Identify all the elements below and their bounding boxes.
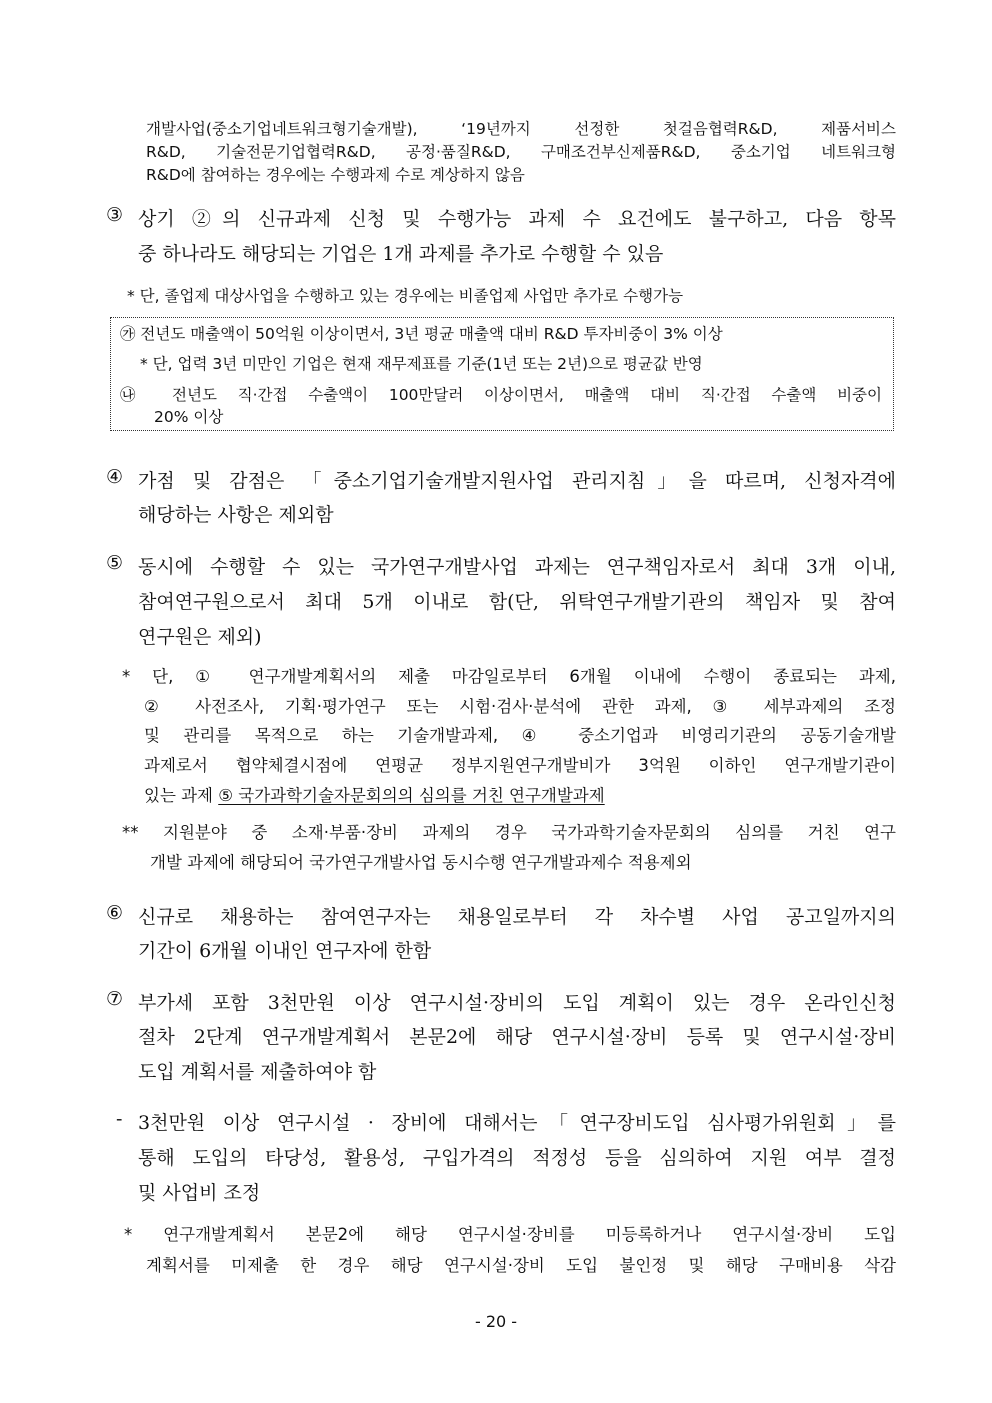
intro-line: 개발사업(중소기업네트워크형기술개발), ‘19년까지 선정한 첫걸음협력R&D, 제품서비스 xyxy=(146,120,896,138)
item-4-marker: ④ xyxy=(106,466,124,488)
item-3-note: * 단, 졸업제 대상사업을 수행하고 있는 경우에는 비졸업제 사업만 추가로 수행가능 xyxy=(127,287,684,305)
dash-note: 계획서를 미제출 한 경우 해당 연구시설·장비 도입 불인정 및 해당 구매비용 삭감 xyxy=(146,1256,896,1275)
item-5-note-prefix: 있는 과제 xyxy=(144,786,219,805)
item-5-line: 참여연구원으로서 최대 5개 이내로 함(단, 위탁연구개발기관의 책임자 및 참여 xyxy=(138,591,896,613)
item-7-line: 도입 계획서를 제출하여야 함 xyxy=(138,1061,377,1083)
item-5-line: 동시에 수행할 수 있는 국가연구개발사업 과제는 연구책임자로서 최대 3개 이내, xyxy=(138,556,896,578)
page-number: - 20 - xyxy=(474,1312,518,1331)
intro-line: R&D, 기술전문기업협력R&D, 공정·품질R&D, 구매조건부신제품R&D, 중소기업 네트워크형 xyxy=(146,143,896,161)
item-3-line: 상기 ②의 신규과제 신청 및 수행가능 과제 수 요건에도 불구하고, 다음 항목 xyxy=(138,208,896,230)
item-5-note-underlined: ⑤ 국가과학기술자문회의의 심의를 거친 연구개발과제 xyxy=(218,786,605,805)
item-5-note2: ** 지원분야 중 소재·부품·장비 과제의 경우 국가과학기술자문회의 심의를 거친 연구 xyxy=(122,823,896,842)
criteria-b: ㉯ 전년도 직·간접 수출액이 100만달러 이상이면서, 매출액 대비 직·간접 수출액 비중이 xyxy=(120,386,882,404)
criteria-a-note: * 단, 업력 3년 미만인 기업은 현재 재무제표를 기준(1년 또는 2년)으로 평균값 반영 xyxy=(140,355,703,373)
item-5-line: 연구원은 제외) xyxy=(138,626,262,648)
item-5-note2: 개발 과제에 해당되어 국가연구개발사업 동시수행 연구개발과제수 적용제외 xyxy=(150,853,692,872)
dash-line: 및 사업비 조정 xyxy=(138,1182,261,1204)
item-5-marker: ⑤ xyxy=(106,552,124,574)
item-7-line: 부가세 포함 3천만원 이상 연구시설·장비의 도입 계획이 있는 경우 온라인신청 xyxy=(138,992,896,1014)
item-4-line: 해당하는 사항은 제외함 xyxy=(138,504,334,526)
item-5-note: * 단, ① 연구개발계획서의 제출 마감일로부터 6개월 이내에 수행이 종료되는 과제, xyxy=(122,667,896,686)
intro-line: R&D에 참여하는 경우에는 수행과제 수로 계상하지 않음 xyxy=(146,166,525,184)
dash-line: 3천만원 이상 연구시설 · 장비에 대해서는「연구장비도입 심사평가위원회」를 xyxy=(138,1112,896,1134)
criteria-b-cont: 20% 이상 xyxy=(154,408,224,426)
item-7-marker: ⑦ xyxy=(106,988,124,1010)
item-5-note: 및 관리를 목적으로 하는 기술개발과제, ④ 중소기업과 비영리기관의 공동기술개발 xyxy=(144,726,896,745)
dash-marker: - xyxy=(116,1108,123,1130)
item-6-line: 신규로 채용하는 참여연구자는 채용일로부터 각 차수별 사업 공고일까지의 xyxy=(138,906,896,928)
item-3-line: 중 하나라도 해당되는 기업은 1개 과제를 추가로 수행할 수 있음 xyxy=(138,243,664,265)
item-3-marker: ③ xyxy=(106,204,124,226)
item-7-line: 절차 2단계 연구개발계획서 본문2에 해당 연구시설·장비 등록 및 연구시설·장비 xyxy=(138,1026,896,1048)
criteria-a: ㉮ 전년도 매출액이 50억원 이상이면서, 3년 평균 매출액 대비 R&D 투자비중이 3% 이상 xyxy=(120,325,723,343)
item-6-line: 기간이 6개월 이내인 연구자에 한함 xyxy=(138,940,432,962)
item-5-note: 과제로서 협약체결시점에 연평균 정부지원연구개발비가 3억원 이하인 연구개발기관이 xyxy=(144,756,896,775)
dash-note: * 연구개발계획서 본문2에 해당 연구시설·장비를 미등록하거나 연구시설·장비 도입 xyxy=(124,1225,896,1244)
item-6-marker: ⑥ xyxy=(106,902,124,924)
dash-line: 통해 도입의 타당성, 활용성, 구입가격의 적정성 등을 심의하여 지원 여부 결정 xyxy=(138,1147,896,1169)
item-4-line: 가점 및 감점은 「중소기업기술개발지원사업 관리지침」을 따르며, 신청자격에 xyxy=(138,470,896,492)
item-5-note-last xyxy=(144,782,605,806)
item-5-note: ② 사전조사, 기획·평가연구 또는 시험·검사·분석에 관한 과제, ③ 세부과제의 조정 xyxy=(144,697,896,716)
